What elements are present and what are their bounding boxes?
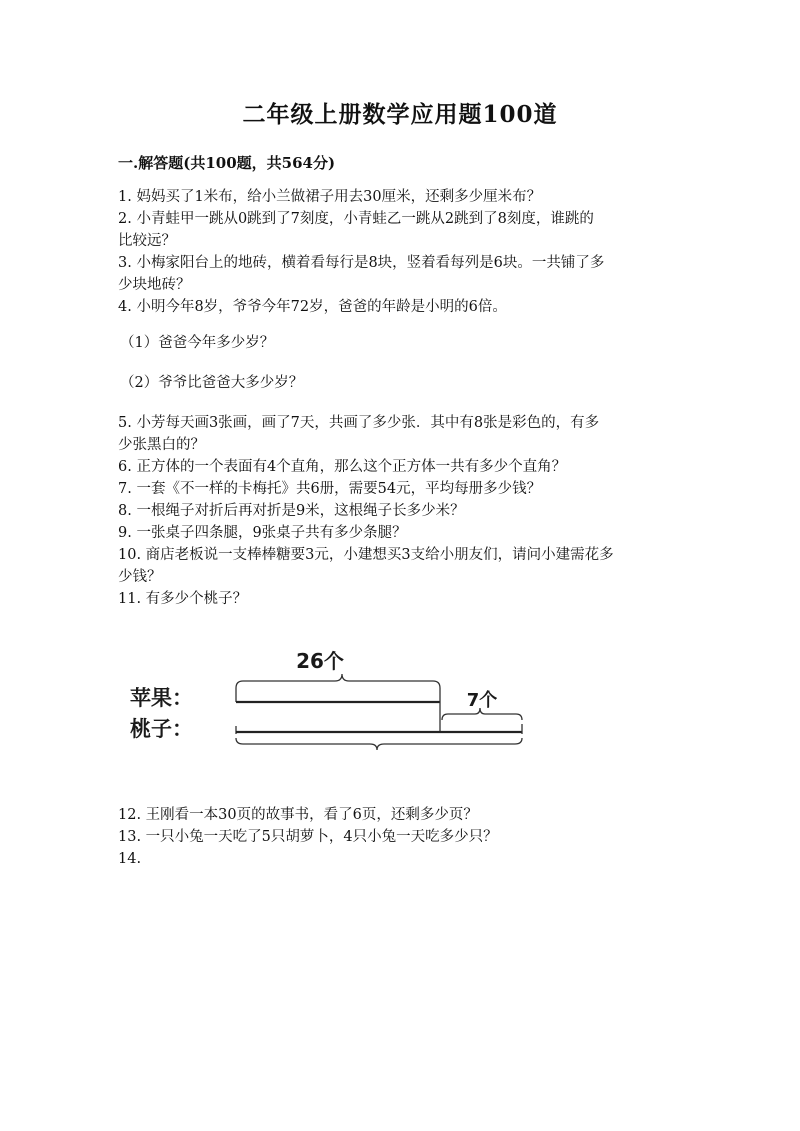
question-text: 11. 有多少个桃子？ xyxy=(118,591,248,607)
question-text: 2. 小青蛙甲一跳从0跳到了7刻度，小青蛙乙一跳从2跳到了8刻度，谁跳的 xyxy=(118,211,594,227)
diagram-total-label: 26个 xyxy=(296,649,344,673)
question-11 xyxy=(118,588,684,610)
question-4 xyxy=(118,296,684,318)
question-text: 少张黑白的？ xyxy=(118,437,205,453)
question-3 xyxy=(118,252,684,296)
question-text: 4. 小明今年8岁，爷爷今年72岁，爸爸的年龄是小明的6倍。 xyxy=(118,299,507,315)
question-text: 少钱？ xyxy=(118,569,162,585)
question-1 xyxy=(118,186,684,208)
question-12 xyxy=(118,804,684,826)
diagram-apple-label: 苹果： xyxy=(130,686,193,710)
question-7 xyxy=(118,478,684,500)
question-text: 5. 小芳每天画3张画，画了7天，共画了多少张．其中有8张是彩色的，有多 xyxy=(118,415,600,431)
question-text: 少块地砖？ xyxy=(118,277,191,293)
question-text: 12. 王刚看一本30页的故事书，看了6页，还剩多少页？ xyxy=(118,807,478,823)
question-text: 7. 一套《不一样的卡梅托》共6册，需要54元，平均每册多少钱？ xyxy=(118,481,542,497)
question-4-sub-2: （2）爷爷比爸爸大多少岁？ xyxy=(120,375,304,391)
question-8 xyxy=(118,500,684,522)
question-text: 6. 正方体的一个表面有4个直角，那么这个正方体一共有多少个直角？ xyxy=(118,459,567,475)
question-text: 13. 一只小兔一天吃了5只胡萝卜，4只小兔一天吃多少只？ xyxy=(118,829,498,845)
question-13 xyxy=(118,826,684,848)
diagram-diff-label: 7个 xyxy=(466,690,498,711)
question-text: 9. 一张桌子四条腿，9张桌子共有多少条腿？ xyxy=(118,525,407,541)
section-header: 一.解答题(共100题，共564分) xyxy=(118,154,336,172)
question-text: 14. xyxy=(118,851,142,867)
question-text: 10. 商店老板说一支棒棒糖要3元，小建想买3支给小朋友们，请问小建需花多 xyxy=(118,547,614,563)
segment-diagram-svg xyxy=(130,628,550,778)
question-text: 8. 一根绳子对折后再对折是9米，这根绳子长多少米？ xyxy=(118,503,465,519)
question-2 xyxy=(118,208,684,252)
question-10 xyxy=(118,544,684,588)
question-6 xyxy=(118,456,684,478)
question-9 xyxy=(118,522,684,544)
question-5 xyxy=(118,412,684,456)
question-text: 1. 妈妈买了1米布，给小兰做裙子用去30厘米，还剩多少厘米布？ xyxy=(118,189,542,205)
segment-diagram xyxy=(130,628,550,778)
question-4-sub-1: （1）爸爸今年多少岁？ xyxy=(120,335,275,351)
bottom-brace xyxy=(236,738,522,750)
top-brace xyxy=(236,674,440,688)
diagram-peach-label: 桃子： xyxy=(130,717,193,741)
question-text: 3. 小梅家阳台上的地砖，横着看每行是8块，竖着看每列是6块。一共铺了多 xyxy=(118,255,605,271)
question-14 xyxy=(118,848,684,870)
page-title: 二年级上册数学应用题100道 xyxy=(242,101,558,128)
question-text: 比较远？ xyxy=(118,233,176,249)
